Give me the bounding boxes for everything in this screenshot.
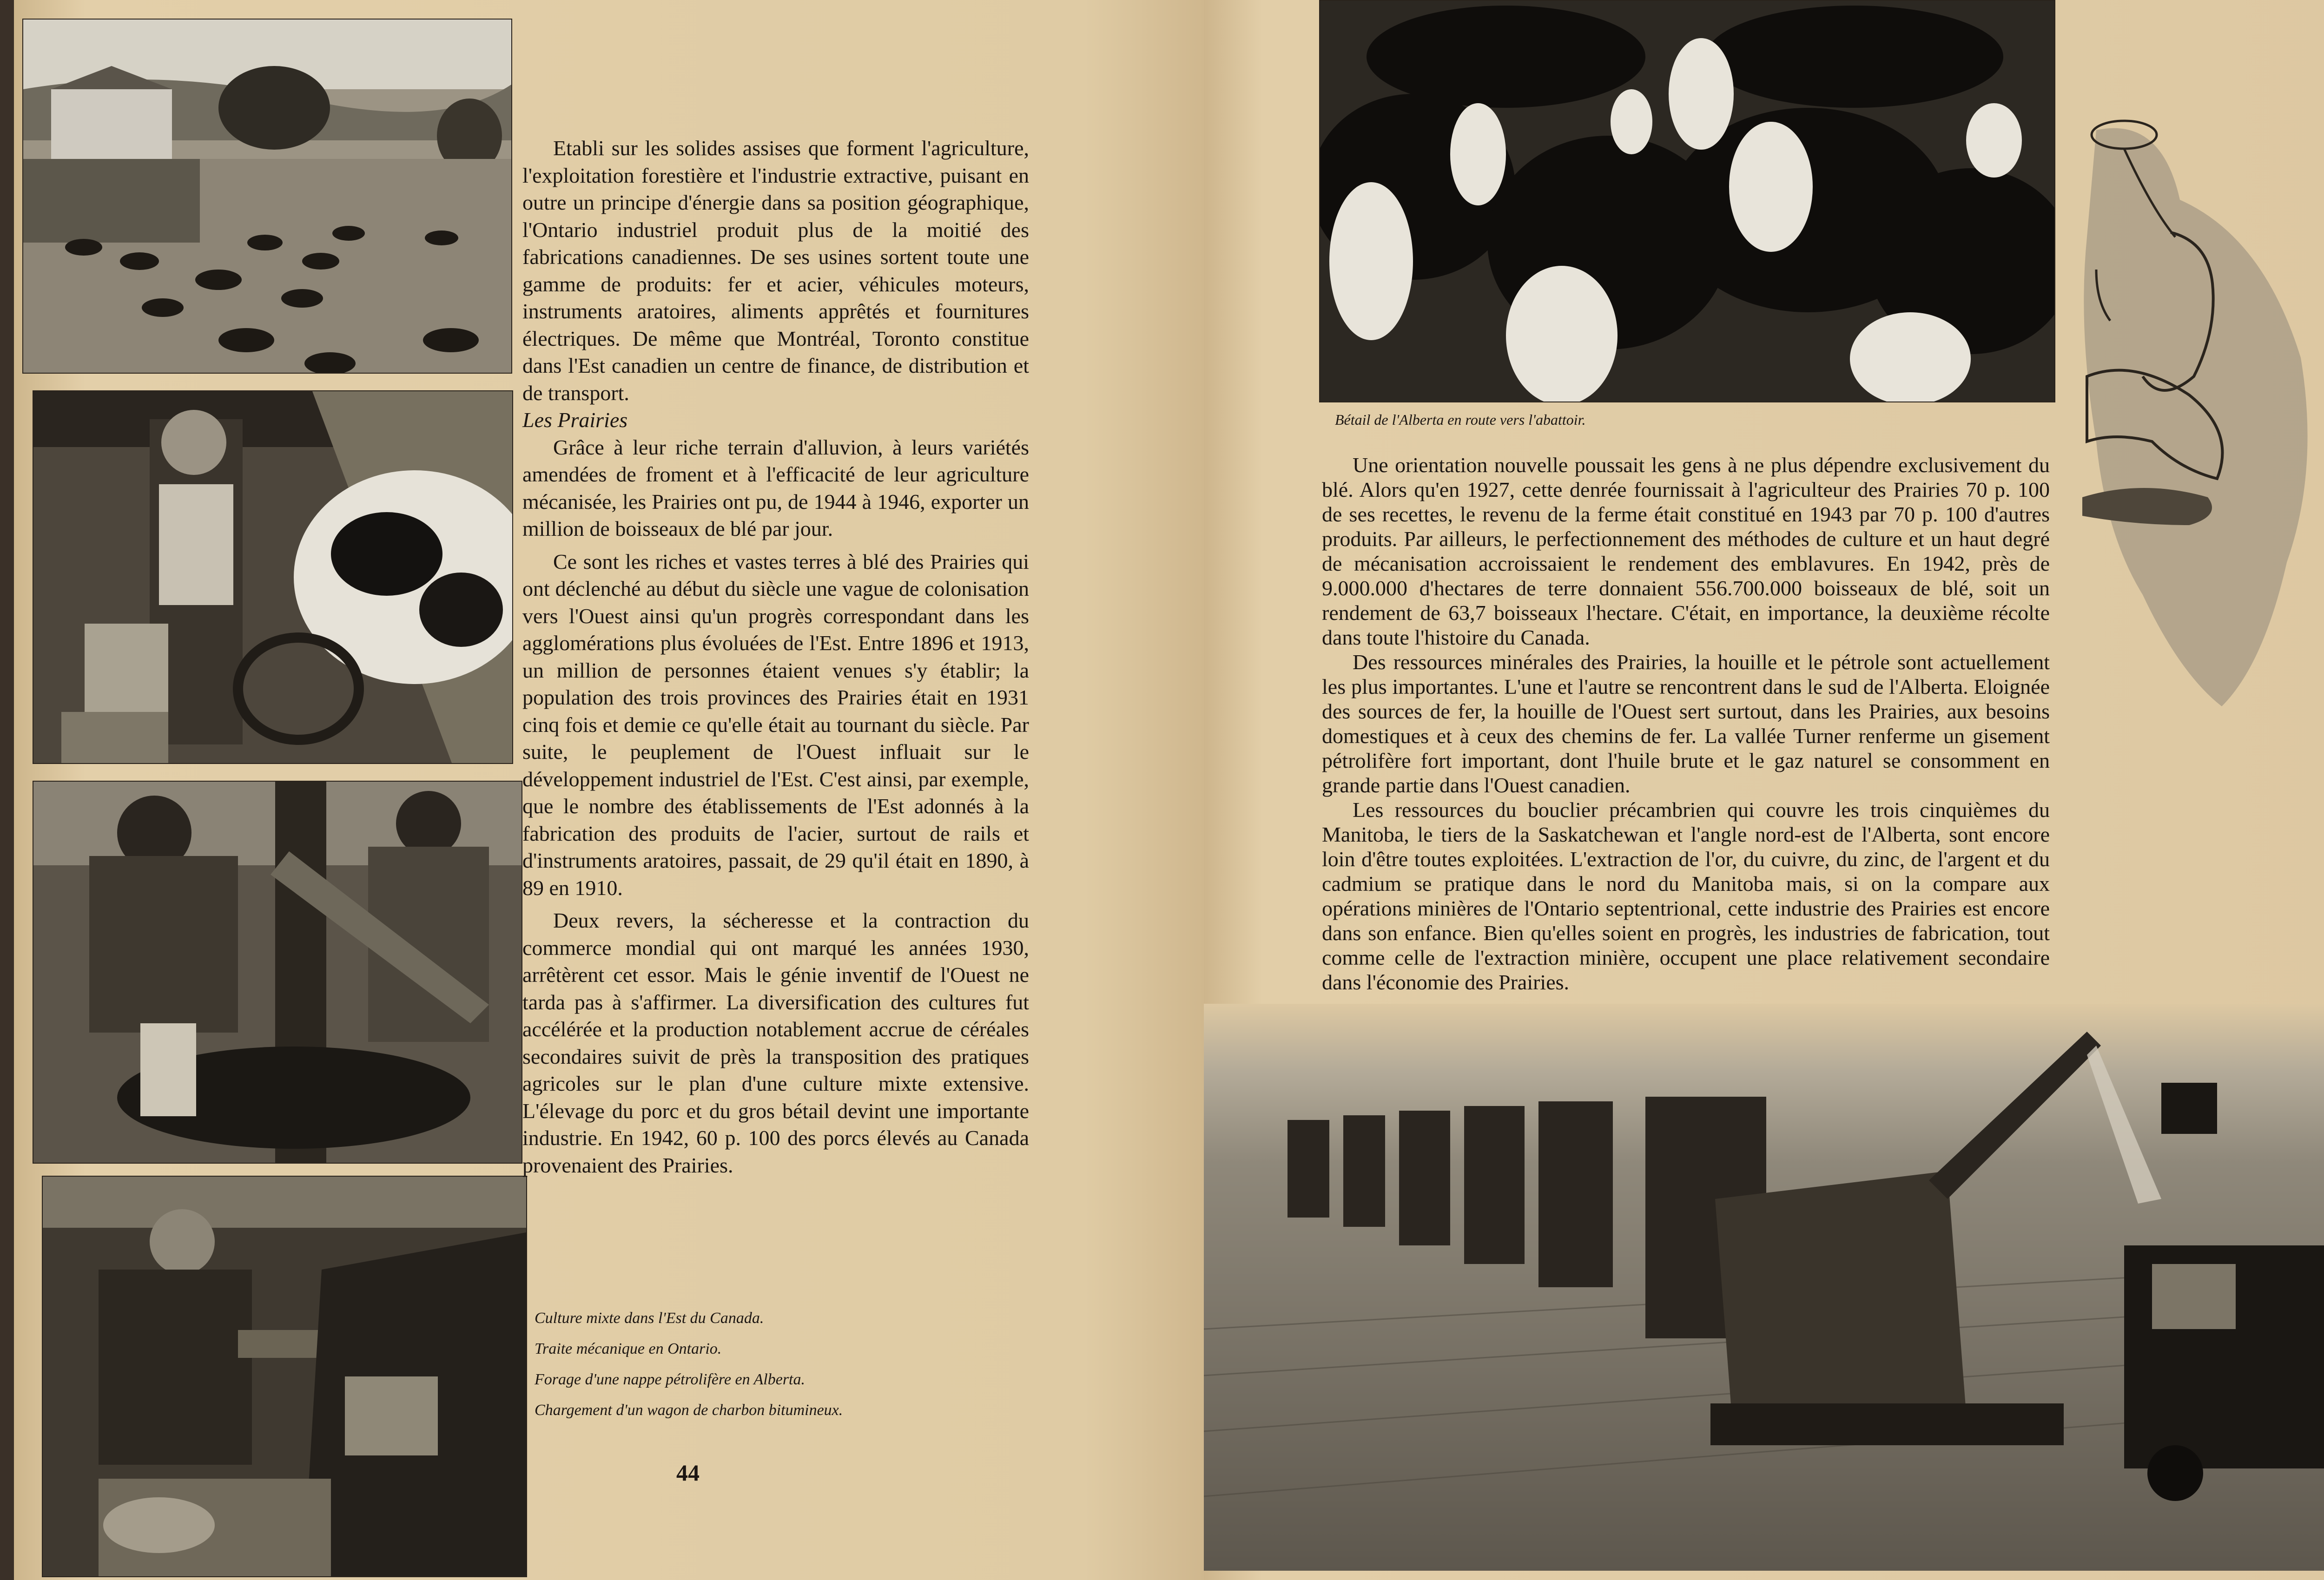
caption-coal: Chargement d'un wagon de charbon bitumineux. [535,1402,843,1419]
photo-combine-harvest [1204,1004,2324,1571]
photo-coal-loading [42,1176,527,1577]
caption-oil-drilling: Forage d'une nappe pétrolifère en Alberta. [535,1371,805,1388]
photo-mixed-farming [22,19,512,374]
right-body-text [1322,453,2050,994]
cattle-caption: Bétail de l'Alberta en route vers l'abattoir. [1335,411,1586,428]
cowboy-illustration [2068,116,2324,720]
paragraph: Les ressources du bouclier précambrien qui couvre les trois cinquièmes du Manitoba, le tiers de la Saskatchewan et l'angle nord-est de l'Alberta, sont encore loin d'être toutes exploitées. L'extraction de l'or, du cuivre, du zinc, de l'argent et du cadmium se pratique dans le nord du Manitoba mais, si on la compare aux opérations minières de l'Ontario septentrional, cette industrie des Prairies est encore dans son enfance. Bien qu'elles soient en progrès, les industries de fabrication, tout comme celle de l'extraction minière, occupent une place relativement secondaire dans l'économie des Prairies. [1322,798,2050,994]
paragraph: Deux revers, la sécheresse et la contraction du commerce mondial qui ont marqué les années 1930, arrêtèrent cet essor. Mais le génie inventif de l'Ouest ne tarda pas à s'affirmer. La diversification des cultures fut accélérée et la production notablement accrue de céréales secondaires suivit de près la transposition des pratiques agricoles sur le plan d'une culture mixte extensive. L'élevage du porc et du gros bétail devint une importante industrie. En 1942, 60 p. 100 des porcs élevés au Canada provenaient des Prairies. [522,908,1029,1177]
caption-mixed-farming: Culture mixte dans l'Est du Canada. [535,1310,764,1327]
page-number: 44 [676,1460,700,1486]
section-heading: Les Prairies [522,408,628,432]
photo-mechanical-milking [33,390,513,764]
paragraph: Ce sont les riches et vastes terres à blé des Prairies qui ont déclenché au début du siècle une vague de colonisation vers l'Ouest ainsi qu'un progrès correspondant dans les agglomérations plus évoluées de l'Est. Entre 1896 et 1913, un million de personnes étaient venues s'y établir; la population des trois provinces des Prairies était en 1931 cinq fois et demie ce qu'elle était au tournant du siècle. Par suite, le peuplement de l'Ouest influait sur le développement industriel de l'Est. C'est ainsi, par exemple, que le nombre des établissements de l'Est adonnés à la fabrication des produits de l'acier, surtout de rails et d'instruments aratoires, passait, de 29 qu'il était en 1890, à 89 en 1910. [522,549,1029,900]
caption-milking: Traite mécanique en Ontario. [535,1340,722,1357]
paragraph: Une orientation nouvelle poussait les gens à ne plus dépendre exclusivement du blé. Alors qu'en 1927, cette denrée fournissait à l'agriculteur des Prairies 70 p. 100 de ses recettes, le revenu de la ferme était constitué en 1943 par 70 p. 100 d'autres produits. Par ailleurs, le perfectionnement des méthodes de culture et un haut degré de mécanisation accroissaient le rendement des emblavures. En 1942, près de 9.000.000 d'hectares de terre donnaient 556.700.000 boisseaux de blé, soit un rendement de 63,7 boisseaux l'hectare. C'était, en importance, la deuxième récolte dans toute l'histoire du Canada. [1322,453,2050,649]
right-page [1204,0,2324,1580]
left-page [14,0,1204,1580]
paragraph: Grâce à leur riche terrain d'alluvion, à leurs variétés amendées de froment et à l'efficacité de leur agriculture mécanisée, les Prairies ont pu, de 1944 à 1946, exporter un million de boisseaux de blé par jour. [522,435,1029,540]
photo-oil-drilling [33,781,522,1164]
paragraph: Des ressources minérales des Prairies, la houille et le pétrole sont actuellement les plus importantes. L'une et l'autre se rencontrent dans le sud de l'Alberta. Eloignée des sources de fer, la houille de l'Ouest sert surtout, dans les Prairies, aux besoins domestiques et à ceux des chemins de fer. La vallée Turner renferme un gisement pétrolifère fort important, dont l'huile brute et le gaz naturel se consomment en grande partie dans l'Ouest canadien. [1322,650,2050,797]
photo-alberta-cattle [1319,0,2055,402]
left-body-text [522,135,1029,1179]
left-captions [535,1303,843,1426]
paragraph: Etabli sur les solides assises que forment l'agriculture, l'exploitation forestière et l'industrie extractive, puisant en outre un principe d'énergie dans sa position géographique, l'Ontario industriel produit plus de la moitié des fabrications canadiennes. De ses usines sortent toute une gamme de produits: fer et acier, véhicules moteurs, instruments aratoires, aliments apprêtés et fournitures électriques. De même que Montréal, Toronto constitue dans l'Est canadien un centre de finance, de distribution et de transport. [522,136,1029,405]
